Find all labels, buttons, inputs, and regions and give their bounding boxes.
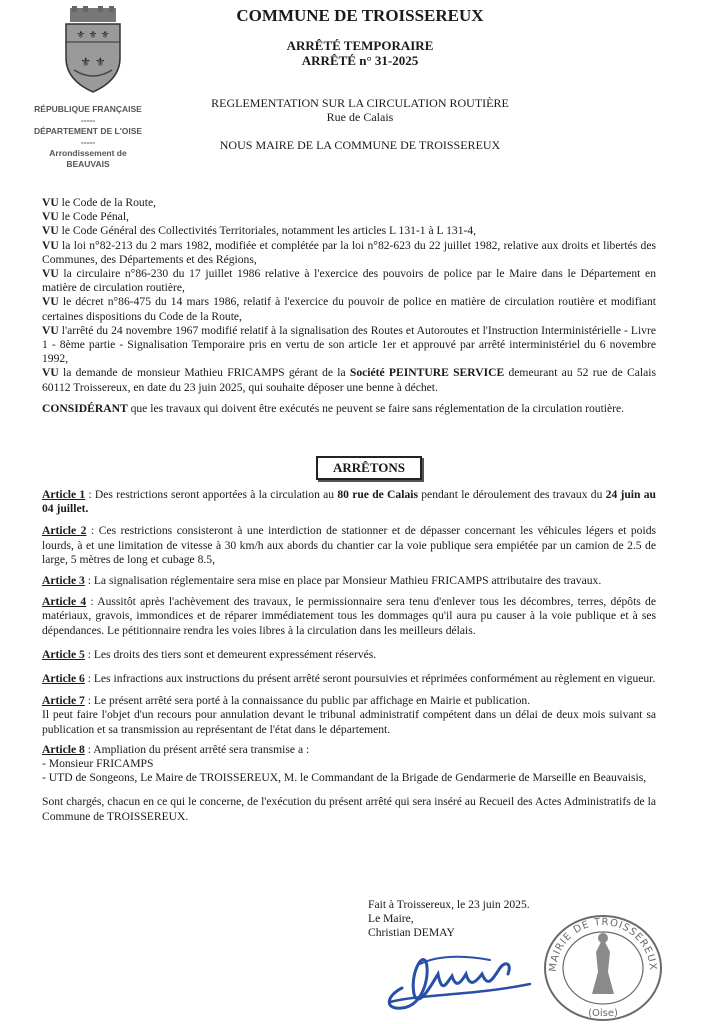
- vu-line: [42, 210, 656, 224]
- address-bold: 80 rue de Calais: [337, 488, 418, 501]
- vu-key: VU: [42, 210, 59, 224]
- article-label: Article 7: [42, 694, 85, 708]
- vu-key: VU: [42, 323, 59, 337]
- article-5: [42, 648, 656, 662]
- departement: DÉPARTEMENT DE L'OISE: [33, 126, 143, 136]
- article-7: [42, 694, 656, 708]
- ampliation-item: - UTD de Songeons, Le Maire de TROISSEREUX, M. le Commandant de la Brigade de Gendarmerie de Marseille en Beauvaisis,: [42, 771, 647, 785]
- considerant-text: que les travaux qui doivent être exécutés ne peuvent se faire sans réglementation de la circulation routière.: [127, 401, 625, 415]
- article-6: [42, 672, 656, 686]
- vu-key: VU: [42, 295, 59, 309]
- vu-text: le décret n°86-475 du 14 mars 1986, relatif à l'exercice du pouvoir de police en matière de circulation routière et modifiant certaines dispositions du Code de la Route,: [42, 295, 656, 323]
- article-text: : Des restrictions seront apportées à la circulation au: [85, 488, 338, 501]
- article-4: [42, 595, 656, 638]
- article-text: : Les infractions aux instructions du présent arrêté seront poursuivies et réprimées conformément au règlement en vigueur.: [84, 672, 656, 686]
- street: Rue de Calais: [326, 110, 394, 124]
- vu-text: le Code Pénal,: [58, 210, 129, 224]
- article-text: pendant le déroulement des travaux du: [417, 488, 606, 501]
- closing-text: Sont chargés, chacun en ce qui le concerne, de l'exécution du présent arrêté qui sera inséré au Recueil des Actes Administratifs de la Commune de TROISSEREUX.: [42, 795, 656, 823]
- article-text: : Ampliation du présent arrêté sera transmise a :: [84, 742, 310, 756]
- place-date: Fait à Troissereux, le 23 juin 2025.: [368, 898, 530, 911]
- vu-text: la circulaire n°86-230 du 17 juillet 1986 relative à l'exercice des pouvoirs de police par le Maire dans le Département en matière de circulation routière,: [42, 267, 656, 295]
- vu-line: [42, 267, 656, 295]
- vu-key: VU: [42, 238, 59, 252]
- dates-bold: 24 juin au 04 juillet.: [42, 488, 656, 516]
- vu-line: [42, 196, 656, 210]
- subject: REGLEMENTATION SUR LA CIRCULATION ROUTIÈRE: [211, 96, 509, 110]
- article-text: : Ces restrictions consisteront à une interdiction de stationner et de dépasser concernant les véhicules légers et poids lourds, à et une limitation de vitesse à 30 km/h aux abords du chantier car la voie publique sera empiétée par un camion de 2.5 de large, 5 mètres de long et cubage 8.5,: [42, 524, 657, 566]
- handwritten-signature: [380, 944, 540, 1014]
- commune-title: COMMUNE DE TROISSEREUX: [236, 6, 484, 25]
- article-label: Article 8: [42, 742, 85, 756]
- stamp-oise: (Oise): [588, 1008, 618, 1019]
- vu-line: [42, 366, 656, 394]
- vu-text: le Code de la Route,: [58, 196, 156, 209]
- document-body: [42, 196, 656, 416]
- article-1: [42, 488, 656, 516]
- svg-text:⚜ ⚜: ⚜ ⚜: [80, 55, 106, 69]
- arrete-type: ARRÊTÉ TEMPORAIRE: [286, 38, 434, 53]
- commune-crest-logo: [58, 6, 128, 96]
- article-label: Article 5: [42, 647, 85, 661]
- article-text: : La signalisation réglementaire sera mise en place par Monsieur Mathieu FRICAMPS attributaire des travaux.: [84, 574, 602, 588]
- svg-text:⚜ ⚜ ⚜: ⚜ ⚜ ⚜: [76, 30, 110, 41]
- separator: -----: [80, 137, 96, 147]
- republique: RÉPUBLIQUE FRANÇAISE: [34, 104, 142, 114]
- vu-text: la loi n°82-213 du 2 mars 1982, modifiée et complétée par la loi n°82-623 du 22 juillet 1982, relative aux droits et libertés des Communes, des Départements et des Régions,: [42, 238, 656, 266]
- vu-key: VU: [42, 224, 59, 238]
- article-label: Article 6: [42, 672, 85, 686]
- vu-text: le Code Général des Collectivités Territoriales, notamment les articles L 131-1 à L 131-4,: [58, 224, 477, 238]
- considerant: [42, 402, 656, 416]
- arrondissement: Arrondissement de: [49, 148, 127, 158]
- vu-line: [42, 295, 656, 323]
- separator: -----: [80, 115, 96, 125]
- ampliation-item: - Monsieur FRICAMPS: [42, 757, 154, 771]
- arrete-number: ARRÊTÉ n° 31-2025: [301, 53, 419, 68]
- article-text: : Aussitôt après l'achèvement des travaux, le permissionnaire sera tenu d'enlever tous les décombres, terres, dépôts de matériaux, gravois, immondices et de réparer immédiatement tous les dommages qu'il aura pu causer à la voie publique et à ses dépendances. Le pétitionnaire rendra les voies libres à la circulation dans les meilleurs délais.: [42, 595, 656, 637]
- vu-key: VU: [42, 267, 59, 281]
- vu-text: la demande de monsieur Mathieu FRICAMPS gérant de la: [58, 366, 350, 380]
- article-3: [42, 574, 656, 588]
- article-8: [42, 743, 656, 757]
- left-column: [12, 104, 164, 170]
- arrete-heading: [230, 38, 490, 68]
- company-name: Société PEINTURE SERVICE: [349, 366, 505, 380]
- article-7-recours: Il peut faire l'objet d'un recours pour annulation devant le tribunal administratif compétent dans un délai de deux mois suivant sa publication et sa transmission au représentant de l'état dans le département.: [42, 708, 656, 736]
- considerant-key: CONSIDÉRANT: [42, 401, 128, 415]
- article-text: : Les droits des tiers sont et demeurent expressément réservés.: [84, 647, 377, 661]
- mayor-role: Le Maire,: [368, 912, 414, 925]
- arrondissement-city: BEAUVAIS: [66, 159, 110, 169]
- article-label: Article 1: [42, 488, 86, 501]
- vu-key: VU: [42, 196, 59, 209]
- mayor-name: Christian DEMAY: [368, 926, 455, 939]
- vu-line: [42, 239, 656, 267]
- article-label: Article 3: [42, 574, 85, 588]
- article-text: : Le présent arrêté sera porté à la connaissance du public par affichage en Mairie et publication.: [84, 694, 531, 708]
- arretons-box: ARRÊTONS: [316, 456, 422, 480]
- subject-block: [150, 96, 570, 124]
- nous-maire: NOUS MAIRE DE LA COMMUNE DE TROISSEREUX: [219, 138, 501, 152]
- vu-line: [42, 224, 656, 238]
- article-label: Article 4: [42, 595, 87, 609]
- vu-text: l'arrêté du 24 novembre 1967 modifié relatif à la signalisation des Routes et Autoroutes et l'Instruction Interministérielle - Livre 1 - 8ème partie - Signalisation Temporaire pris en vertu de son article 1er et approuvé par arrêté interministériel du 6 novembre 1992,: [42, 323, 656, 366]
- article-label: Article 2: [42, 524, 87, 538]
- article-2: [42, 524, 656, 567]
- vu-line: [42, 324, 656, 367]
- vu-text: demeurant au 52 rue de Calais 60112 Troissereux, en date du 23 juin 2025, qui souhaite déposer une benne à déchet.: [42, 366, 656, 394]
- mairie-stamp: [542, 912, 664, 1022]
- stamp-text: MAIRIE DE TROISSEREUX: [547, 916, 659, 973]
- vu-key: VU: [42, 366, 59, 380]
- articles-body: [42, 488, 656, 824]
